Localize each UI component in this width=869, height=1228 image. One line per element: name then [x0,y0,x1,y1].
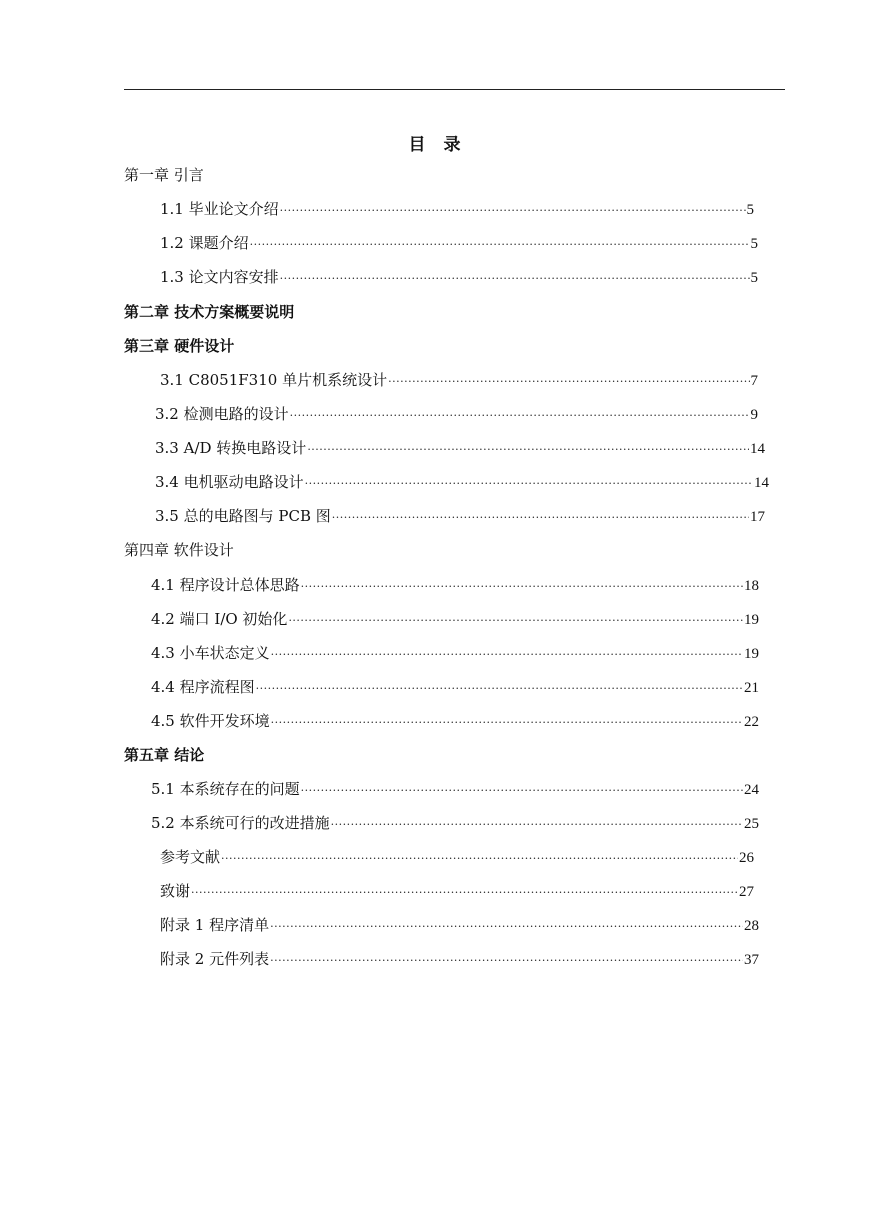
toc-title-part2: 录 [443,135,461,155]
toc-entry-page: 19 [744,646,759,662]
dot-leader [270,915,743,939]
toc-entry-1-1[interactable] [160,197,754,221]
dot-leader [290,404,750,428]
toc-title-part1: 目 [408,135,426,155]
dot-leader [388,370,749,394]
toc-entry-4-5[interactable] [151,709,759,733]
toc-entry-appendix-2[interactable] [160,947,759,971]
toc-entry-page: 27 [739,884,754,900]
toc-entry-5-1[interactable] [151,777,759,801]
toc-entry-page: 25 [744,816,759,832]
dot-leader [332,506,749,530]
dot-leader [331,813,743,837]
toc-entry-label: 4.3 小车状态定义 [151,644,270,662]
toc-entry-page: 5 [746,202,754,218]
toc-entry-label: 致谢 [160,882,191,900]
toc-entry-label: 3.5 总的电路图与 PCB 图 [155,507,331,525]
toc-entry-references[interactable] [160,845,754,869]
chapter-1-heading[interactable] [124,163,204,187]
toc-entry-page: 18 [744,578,759,594]
toc-entry-page: 17 [750,509,765,525]
dot-leader [280,267,750,291]
toc-entry-4-3[interactable] [151,641,759,665]
chapter-3-label: 第三章 硬件设计 [124,337,235,355]
toc-entry-label: 3.2 检测电路的设计 [155,405,289,423]
dot-leader [305,472,753,496]
toc-entry-label: 4.2 端口 I/O 初始化 [151,610,288,628]
toc-entry-label: 4.4 程序流程图 [151,678,255,696]
chapter-5-heading[interactable] [124,743,204,767]
toc-entry-label: 5.2 本系统可行的改进措施 [151,814,330,832]
toc-entry-label: 参考文献 [160,848,221,866]
toc-entry-page: 21 [744,680,759,696]
toc-entry-acknowledgements[interactable] [160,879,754,903]
toc-entry-page: 19 [744,612,759,628]
dot-leader [270,949,743,973]
chapter-3-heading[interactable] [124,334,234,358]
toc-entry-4-2[interactable] [151,607,759,631]
chapter-4-heading[interactable] [124,538,234,562]
chapter-2-heading[interactable] [124,300,294,324]
toc-entry-page: 26 [739,850,754,866]
toc-entry-label: 4.5 软件开发环境 [151,712,270,730]
toc-entry-3-2[interactable] [155,402,758,426]
toc-entry-label: 1.3 论文内容安排 [160,268,279,286]
dot-leader [191,881,738,905]
toc-entry-3-5[interactable] [155,504,765,528]
chapter-2-label: 第二章 技术方案概要说明 [124,303,295,321]
toc-entry-label: 附录 2 元件列表 [160,950,270,968]
toc-entry-label: 5.1 本系统存在的问题 [151,780,300,798]
toc-entry-label: 附录 1 程序清单 [160,916,270,934]
toc-entry-page: 14 [750,441,765,457]
dot-leader [271,711,743,735]
toc-entry-label: 3.1 C8051F310 单片机系统设计 [160,371,388,389]
chapter-1-label: 第一章 引言 [124,166,204,184]
toc-entry-appendix-1[interactable] [160,913,759,937]
dot-leader [280,199,746,223]
dot-leader [271,643,743,667]
dot-leader [221,847,738,871]
toc-entry-label: 3.4 电机驱动电路设计 [155,473,304,491]
toc-entry-1-2[interactable] [160,231,758,255]
toc-entry-3-4[interactable] [155,470,769,494]
toc-entry-label: 1.1 毕业论文介绍 [160,200,279,218]
toc-entry-page: 5 [750,236,758,252]
chapter-5-label: 第五章 结论 [124,746,205,764]
toc-entry-page: 24 [744,782,759,798]
toc-entry-page: 5 [750,270,758,286]
toc-entry-3-3[interactable] [155,436,765,460]
dot-leader [307,438,749,462]
toc-entry-page: 37 [744,952,759,968]
toc-entry-label: 3.3 A/D 转换电路设计 [155,439,307,457]
toc-entry-3-1[interactable] [160,368,758,392]
toc-entry-page: 28 [744,918,759,934]
dot-leader [301,575,743,599]
chapter-4-label: 第四章 软件设计 [124,541,234,559]
dot-leader [288,609,743,633]
toc-entry-page: 7 [750,373,758,389]
toc-entry-4-1[interactable] [151,573,759,597]
dot-leader [301,779,743,803]
dot-leader [250,233,750,257]
toc-entry-page: 14 [754,475,769,491]
toc-entry-label: 1.2 课题介绍 [160,234,249,252]
toc-entry-4-4[interactable] [151,675,759,699]
toc-entry-page: 9 [750,407,758,423]
toc-entry-page: 22 [744,714,759,730]
toc-entry-5-2[interactable] [151,811,759,835]
toc-entry-1-3[interactable] [160,265,758,289]
dot-leader [256,677,743,701]
toc-entry-label: 4.1 程序设计总体思路 [151,576,300,594]
